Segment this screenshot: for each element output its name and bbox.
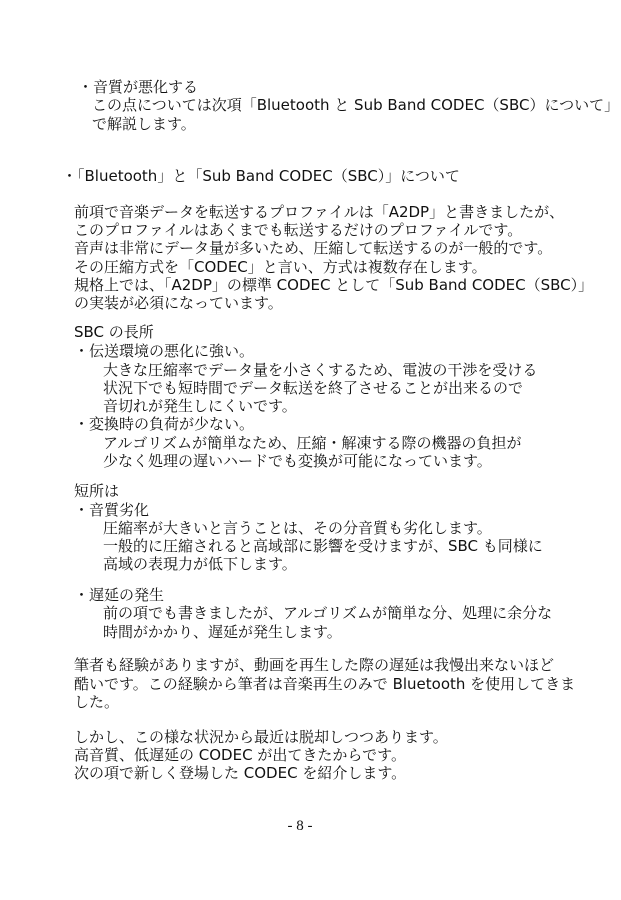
text-line: 音声は非常にデータ量が多いため、圧縮して転送するのが一般的です。 [74,239,553,257]
subsection-title: SBC の長所 [74,323,154,341]
text-line: 次の項で新しく登場した CODEC を紹介します。 [74,764,407,782]
text-line: 酷いです。この経験から筆者は音楽再生のみで Bluetooth を使用してきま [74,675,576,693]
text-line: 圧縮率が大きいと言うことは、その分音質も劣化します。 [103,519,492,537]
text-line: しかし、この様な状況から最近は脱却しつつあります。 [74,728,448,746]
text-line: 少なく処理の遅いハードでも変換が可能になっています。 [103,452,492,470]
subsection-title: 短所は [74,482,120,500]
bullet-heading: ・伝送環境の悪化に強い。 [74,342,255,360]
bullet-heading: ・変換時の負荷が少ない。 [74,415,255,433]
text-line: アルゴリズムが簡単なため、圧縮・解凍する際の機器の負担が [103,434,522,452]
text-line: このプロファイルはあくまでも転送するだけのプロファイルです。 [74,221,523,239]
text-line: この点については次項「Bluetooth と Sub Band CODEC（SBC）について」 [92,96,620,114]
page-number: - 8 - [287,818,313,834]
bullet-heading: ・遅延の発生 [74,586,165,604]
text-line: 一般的に圧縮されると高域部に影響を受けますが、SBC も同様に [103,537,543,555]
text-line: した。 [74,693,120,711]
text-line: 前項で音楽データを転送するプロファイルは「A2DP」と書きましたが、 [74,203,565,221]
text-line: その圧縮方式を「CODEC」と言い、方式は複数存在します。 [74,258,487,276]
text-line: 前の項でも書きましたが、アルゴリズムが簡単な分、処理に余分な [103,604,553,622]
text-line: 大きな圧縮率でデータ量を小さくするため、電波の干渉を受ける [103,361,538,379]
text-line: の実装が必須になっています。 [74,294,283,312]
text-line: 高域の表現力が低下します。 [103,555,297,573]
text-line: 音切れが発生しにくいです。 [103,397,297,415]
bullet-heading: ・音質が悪化する [78,78,199,96]
text-line: 状況下でも短時間でデータ転送を終了させることが出来るので [103,379,524,397]
bullet-heading: ・音質劣化 [74,501,150,519]
text-line: 高音質、低遅延の CODEC が出てきたからです。 [74,746,406,764]
text-line: 規格上では、「A2DP」の標準 CODEC として「Sub Band CODEC（SBC）」 [74,276,594,294]
text-line: 時間がかかり、遅延が発生します。 [103,623,342,641]
text-line: 筆者も経験がありますが、動画を再生した際の遅延は我慢出来ないほど [74,656,555,674]
text-line: で解説します。 [92,115,196,133]
section-heading: ・「Bluetooth」と「Sub Band CODEC（SBC）」について [62,167,460,185]
